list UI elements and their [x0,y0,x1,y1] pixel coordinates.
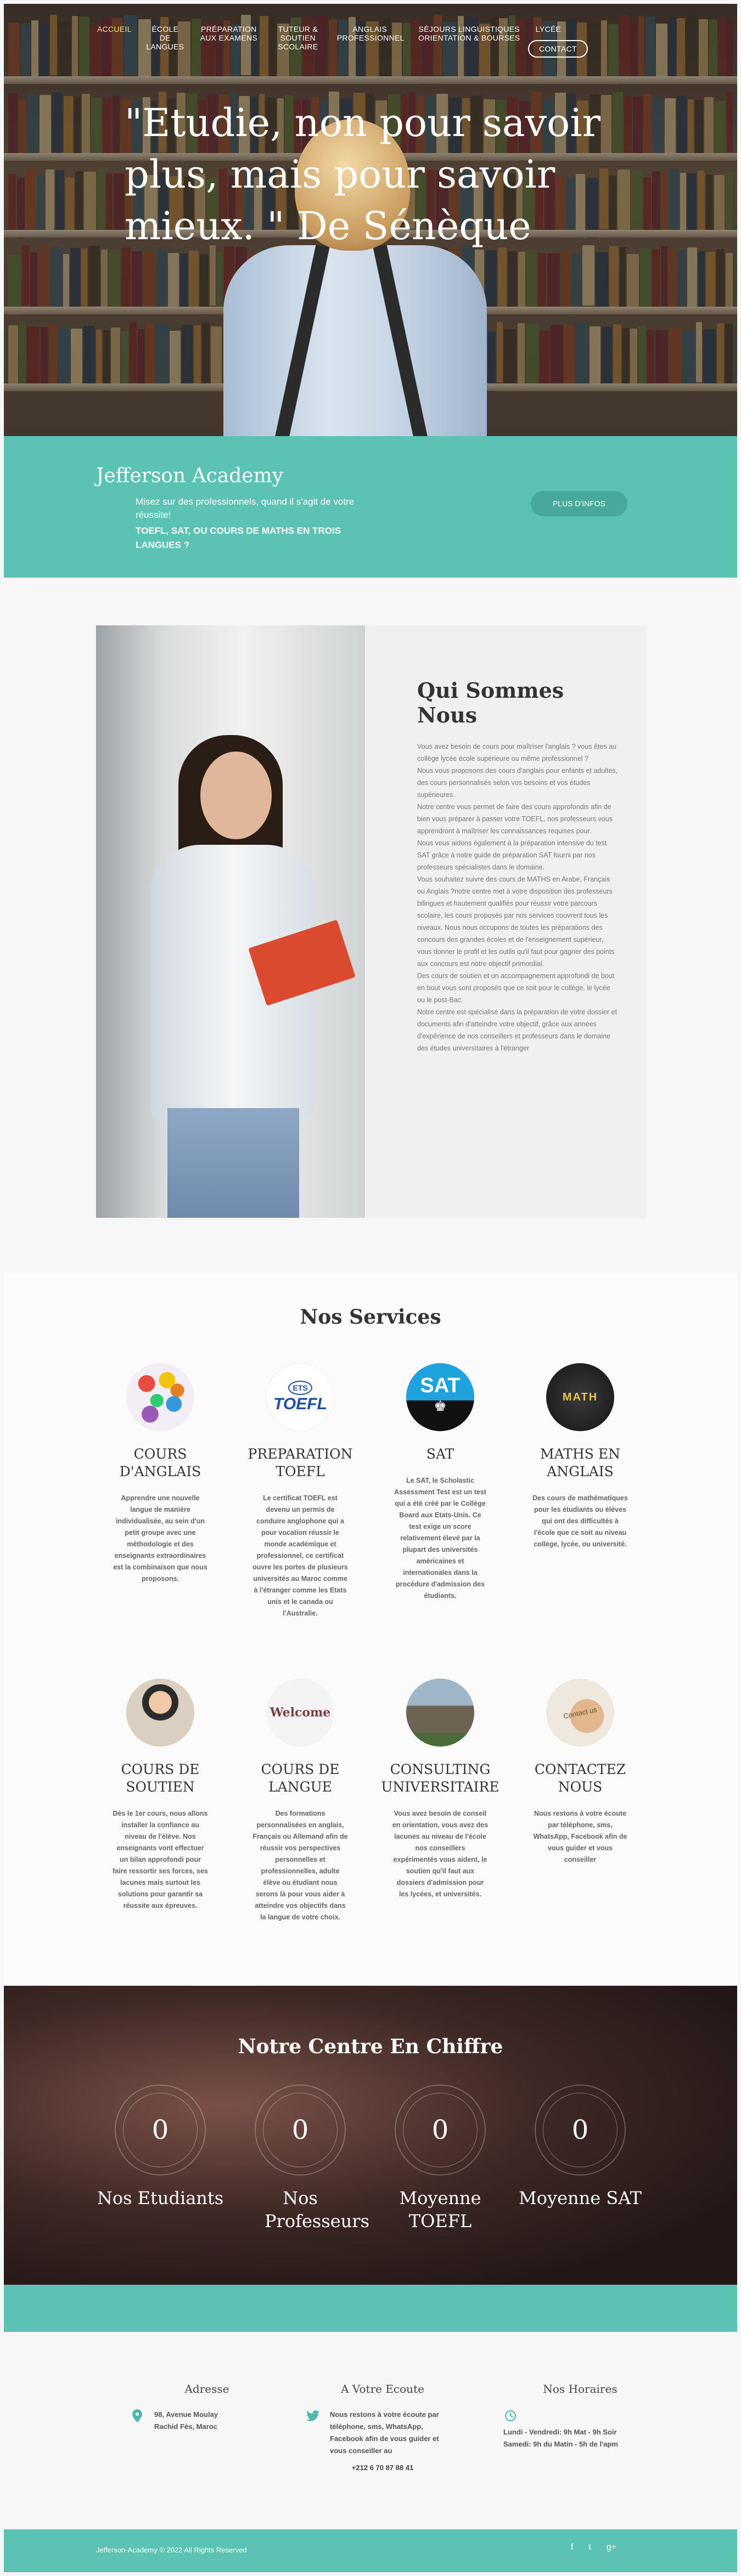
nav-item-anglais-professionnel[interactable]: ANGLAIS PROFESSIONNEL [336,25,405,42]
copyright-text: Jefferson-Academy © 2022 All Rights Reserved [96,2546,247,2554]
service-desc: Des formations personnalisées en anglais, Français ou Allemand afin de réussir vos perspectives personnelles et professionnelles, adulte élève ou étudiant nous serons là pour vous aider à atteindre vos objectifs dans la langue de votre choix. [252,1810,348,1921]
stat-sat-average [512,2084,649,2210]
service-sat[interactable] [377,1363,503,1602]
stat-label: Moyenne SAT [519,2188,642,2208]
stat-label: Nos Etudiants [97,2188,224,2208]
service-title: SAT [426,1446,454,1462]
service-title: COURS DE LANGUE [261,1761,340,1795]
footer-address [130,2382,284,2433]
service-desc: Apprendre une nouvelle langue de manière individualisée, au sein d'un petit groupe avec une méthodologie et des enseignants extraordinaires est la combinaison que nous proposons. [113,1494,207,1583]
more-info-button[interactable]: PLUS D'INFOS [531,491,627,516]
stat-value: 0 [543,2093,618,2167]
stat-value: 0 [403,2093,478,2167]
footer-listen [306,2382,459,2472]
footer-info [4,2332,737,2529]
bottom-bar [4,2529,737,2572]
hero-section [4,4,737,436]
twitter-icon[interactable] [306,2409,320,2423]
stat-label: Nos Professeurs [265,2188,369,2232]
stats-title: Notre Centre En Chiffre [238,2035,503,2058]
services-title: Nos Services [300,1306,441,1329]
about-paragraph: Notre centre vous permet de faire des cours approfondis afin de bien vous préparer à passer votre TOEFL, nos professeurs vous apprendront à maîtriser les connaissances requises pour. [417,803,613,835]
social-links [571,2543,616,2552]
about-text-panel [365,625,647,1218]
about-paragraph: Vous avez besoin de cours pour maîtriser l'anglais ? vous êtes au collège lycée école supérieure ou même professionnel ? [417,743,617,762]
footer-listen-text: Nous restons à votre écoute par téléphone, sms, WhatsApp, Facebook afin de vous guider et vous conseiller au [330,2410,439,2455]
footer-title: Nos Horaires [543,2382,618,2396]
service-title: COURS DE SOUTIEN [121,1761,200,1795]
banner-subtitle: Misez sur des professionnels, quand il s'agit de votre réussite! [136,496,355,520]
about-paragraph: Nous vous aidons également à la préparation intensive du test SAT grâce à notre guide de préparation SAT fourni par nos professeurs spécialistes dans le domaine. [417,839,607,871]
stat-toefl-average [372,2084,509,2233]
service-desc: Nous restons à votre écoute par téléphone, sms, WhatsApp, Facebook afin de vous guider et vous conseiller [533,1810,627,1863]
nav-item-tuteur-soutien[interactable]: TUTEUR & SOUTIEN SCOLAIRE [278,25,318,51]
footer-address-text: 98, Avenue Moulay Rachid Fès, Maroc [154,2410,218,2431]
teal-divider [4,2285,737,2332]
sat-logo-icon: SAT ♚ [406,1363,474,1431]
footer-hours-text: Lundi - Vendredi: 9h Mat - 9h Soir Samedi: 9h du Matin - 5h de l'apm [503,2428,618,2448]
service-title: CONTACTEZ NOUS [534,1761,626,1795]
service-cours-soutien[interactable] [97,1679,223,1912]
about-paragraph: Des cours de soutien et un accompagnement approfondi de bout en bout vous sont proposés que ce soit pour le collège, le lycée ou le post-Bac. [417,972,615,1004]
nav-item-lycee[interactable]: LYCÉE [535,25,562,33]
about-section [96,625,647,1218]
service-title: CONSULTING UNIVERSITAIRE [381,1761,499,1795]
service-desc: Le SAT, le Scholastic Assessment Test est un test qui a été créé par le Collège Board aux Etats-Unis. Ce test exige un score relativement élevé par la plupart des universités américaines et internationales dans la procédure d'admission des étudiants. [394,1477,486,1600]
services-section [4,1273,737,1986]
nav-item-preparation-examens[interactable]: PRÉPARATION AUX EXAMENS [200,25,258,42]
language-dots-icon [126,1363,194,1431]
service-title: PREPARATION TOEFL [248,1446,353,1479]
toefl-logo-icon: ETS TOEFL [266,1363,334,1431]
footer-hours [503,2382,657,2450]
service-title: MATHS EN ANGLAIS [540,1446,620,1479]
nav-item-sejours-linguistiques[interactable]: SÉJOURS LINGUISTIQUES ORIENTATION & BOURSES [418,25,520,42]
footer-title: A Votre Ecoute [341,2382,424,2396]
banner-title: Jefferson Academy [96,465,284,487]
twitter-icon[interactable]: t [588,2543,591,2552]
footer-title: Adresse [184,2382,229,2396]
service-desc: Dès le 1er cours, nous allons installer la confiance au niveau de l'élève. Nos enseignants vont effectuer un bilan approfondi pour faire ressortir ses forces, ses lacunes mais surtout les solutions pour garantir sa réussite aux épreuves. [113,1810,208,1910]
service-title: COURS D'ANGLAIS [119,1446,201,1479]
stat-students [92,2084,229,2210]
about-title: Qui Sommes Nous [417,678,564,727]
facebook-icon[interactable]: f [570,2543,574,2552]
stats-section [4,1986,737,2285]
student-icon [126,1679,194,1747]
contact-card-icon: Contact us [546,1679,614,1747]
stat-teachers [232,2084,369,2233]
welcome-words-icon: Welcome [266,1679,334,1747]
nav-item-accueil[interactable]: ACCUEIL [97,25,132,33]
service-cours-langue[interactable] [237,1679,363,1923]
map-pin-icon [130,2409,144,2423]
service-desc: Vous avez besoin de conseil en orientation, vous avez des lacunes au niveau de l'école nos conseillers expérimentés vous aident, le soutien qu'il faut aux dossiers d'admission pour les lycées, et universités. [392,1810,489,1898]
nav-item-ecole-de-langues[interactable]: ÉCOLE DE LANGUES [146,25,184,51]
about-woman-reading-image [96,625,365,1218]
stat-value: 0 [263,2093,338,2167]
math-chalkboard-icon: MATH [546,1363,614,1431]
stat-value: 0 [123,2093,198,2167]
about-paragraph: Vous souhaitez suivre des cours de MATHS en Arabe, Français ou Anglais ?notre centre met à votre disposition des professeurs bilingues et hautement qualifiés pour réussir votre parcours scolaire, les cours proposés par nos services couvrent tous les niveaux. Nous nous occupons de toutes les préparations des concours des grandes écoles et de l'enseignement supérieur, vous donner le profil et les outils qu'il faut pour gagner des points aux concours est notre objectif primordial. [417,875,615,968]
service-contactez-nous[interactable] [517,1679,643,1866]
intro-banner [4,436,737,578]
service-maths-anglais[interactable] [517,1363,643,1550]
service-cours-anglais[interactable] [97,1363,223,1585]
footer-phone[interactable]: +212 6 70 87 88 41 [351,2464,414,2472]
university-building-icon [406,1679,474,1747]
service-preparation-toefl[interactable] [237,1363,363,1619]
stat-label: Moyenne TOEFL [399,2188,481,2232]
nav-contact-button[interactable]: CONTACT [528,40,588,58]
about-paragraph: Nous vous proposons des cours d'anglais pour enfants et adultes, des cours personnalisés selon vos besoins et vos études supérieures. [417,767,618,799]
about-paragraph: Notre centre est spécialisé dans la préparation de votre dossier et documents afin d'atteindre votre objectif, grâce aux années d'expérience de nos conseillers et professeurs dans le domaine des études universitaires à l'étranger [417,1008,618,1052]
clock-icon [503,2409,518,2423]
service-desc: Des cours de mathématiques pour les étudiants ou élèves qui ont des difficultés à l'école que ce soit au niveau collège, lycée, ou université. [532,1494,628,1548]
service-consulting-universitaire[interactable] [377,1679,503,1900]
service-desc: Le certificat TOEFL est devenu un permis de conduire anglophone qui a pour vocation réussir le monde académique et professionnel, ce certificat ouvre les portes de plusieurs universités au Maroc comme à l'étranger comme les Etats unis et le canada ou l'Australie. [252,1494,348,1617]
google-plus-icon[interactable]: g+ [606,2543,616,2552]
banner-highlight: TOEFL, SAT, OU COURS DE MATHS EN TROIS LANGUES ? [136,526,341,550]
hero-quote: "Etudie, non pour savoir plus, mais pour savoir mieux. " De Sénèque [125,100,601,248]
